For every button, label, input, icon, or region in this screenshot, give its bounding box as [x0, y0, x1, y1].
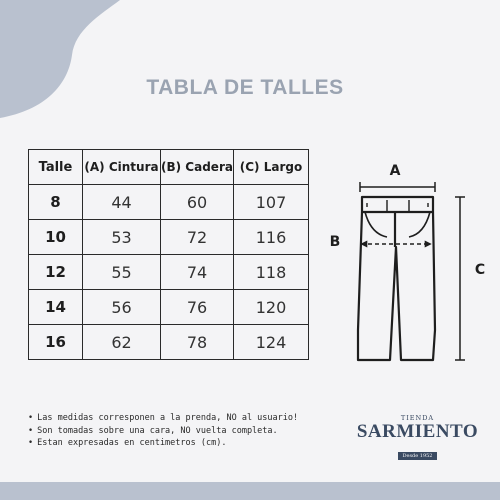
logo-top-text: TIENDA — [400, 414, 435, 422]
cintura-cell: 53 — [83, 220, 161, 255]
label-a: A — [389, 163, 401, 179]
header-cadera: (B) Cadera — [161, 150, 234, 185]
notes-list — [28, 412, 298, 450]
size-cell: 16 — [29, 325, 83, 360]
largo-cell: 120 — [234, 290, 309, 325]
table-row — [29, 290, 309, 325]
size-cell: 12 — [29, 255, 83, 290]
largo-cell: 118 — [234, 255, 309, 290]
largo-cell: 124 — [234, 325, 309, 360]
note-item: • Las medidas corresponen a la prenda, NO al usuario! — [28, 412, 298, 425]
cadera-cell: 76 — [161, 290, 234, 325]
table-row — [29, 325, 309, 360]
header-cintura: (A) Cintura — [83, 150, 161, 185]
cadera-cell: 74 — [161, 255, 234, 290]
note-item: • Estan expresadas en centimetros (cm). — [28, 437, 298, 450]
page-title: TABLA DE TALLES — [146, 76, 344, 99]
cadera-cell: 72 — [161, 220, 234, 255]
table-row — [29, 220, 309, 255]
header-largo: (C) Largo — [234, 150, 309, 185]
size-cell: 8 — [29, 185, 83, 220]
pants-diagram — [325, 155, 495, 380]
header-talle: Talle — [29, 150, 83, 185]
size-cell: 10 — [29, 220, 83, 255]
note-item: • Son tomadas sobre una cara, NO vuelta completa. — [28, 425, 298, 438]
label-c: C — [474, 262, 486, 278]
logo-main-text: SARMIENTO — [356, 421, 479, 442]
pants-icon — [358, 197, 435, 360]
cintura-cell: 56 — [83, 290, 161, 325]
largo-cell: 116 — [234, 220, 309, 255]
size-table — [28, 149, 309, 360]
cadera-cell: 60 — [161, 185, 234, 220]
cintura-cell: 62 — [83, 325, 161, 360]
decorative-blob — [0, 0, 150, 130]
label-b: B — [329, 234, 341, 250]
table-header-row — [29, 150, 309, 185]
cintura-cell: 55 — [83, 255, 161, 290]
size-cell: 14 — [29, 290, 83, 325]
cadera-cell: 78 — [161, 325, 234, 360]
largo-cell: 107 — [234, 185, 309, 220]
brand-logo — [355, 414, 480, 461]
bottom-bar — [0, 482, 500, 500]
table-row — [29, 185, 309, 220]
logo-tagline: Desde 1952 — [398, 452, 436, 460]
table-row — [29, 255, 309, 290]
cintura-cell: 44 — [83, 185, 161, 220]
